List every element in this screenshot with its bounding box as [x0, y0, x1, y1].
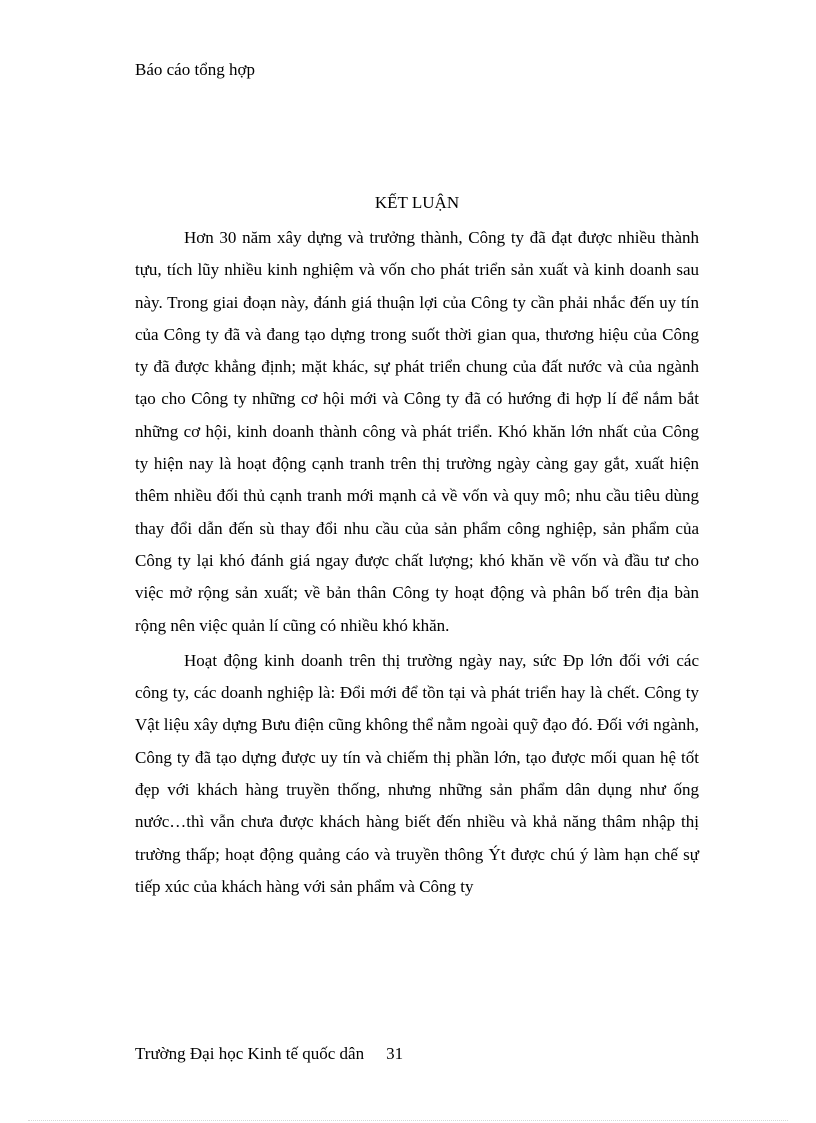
page-number: 31	[386, 1044, 404, 1063]
section-title: KẾT LUẬN	[374, 193, 460, 212]
page-bottom-divider	[28, 1120, 788, 1121]
page-header: Báo cáo tổng hợp	[135, 60, 255, 79]
paragraph: Hoạt động kinh doanh trên thị trường ngày nay, sức Đp lớn đối với các công ty, các doanh nghiệp là: Đổi mới để tồn tại và phát triển hay là chết. Công ty Vật liệu xây dựng Bưu điện cũng không thể nằm ngoài quỹ đạo đó. Đối với ngành, Công ty đã tạo dựng được uy tín và chiếm thị phần lớn, tạo được mối quan hệ tốt đẹp với khách hàng truyền thống, nhưng những sản phẩm dân dụng như ống nước…thì vẫn chưa được khách hàng biết đến nhiều và khả năng thâm nhập thị trường thấp; hoạt động quảng cáo và truyền thông Ýt được chú ý làm hạn chế sự tiếp xúc của khách hàng với sản phẩm và Công ty	[135, 650, 699, 896]
footer-school-name: Trường Đại học Kinh tế quốc dân	[135, 1044, 365, 1063]
body-text	[135, 222, 699, 903]
paragraph: Hơn 30 năm xây dựng và trưởng thành, Công ty đã đạt được nhiều thành tựu, tích lũy nhiều kinh nghiệm và vốn cho phát triển sản xuất và kinh doanh sau này. Trong giai đoạn này, đánh giá thuận lợi của Công ty cần phải nhắc đến uy tín của Công ty đã và đang tạo dựng trong suốt thời gian qua, thương hiệu của Công ty đã được khẳng định; mặt khác, sự phát triển chung của đất nước và của ngành tạo cho Công ty những cơ hội mới và Công ty đã có hướng đi hợp lí để nắm bắt những cơ hội, kinh doanh thành công và phát triển. Khó khăn lớn nhất của Công ty hiện nay là hoạt động cạnh tranh trên thị trường ngày càng gay gắt, xuất hiện thêm nhiều đối thủ cạnh tranh mới mạnh cả về vốn và quy mô; nhu cầu tiêu dùng thay đổi dẫn đến sù thay đổi nhu cầu của sản phẩm công nghiệp, sản phẩm của Công ty lại khó đánh giá ngay được chất lượng; khó khăn về vốn và đầu tư cho việc mở rộng sản xuất; về bản thân Công ty hoạt động và phân bố trên địa bàn rộng nên việc quản lí cũng có nhiều khó khăn.	[135, 228, 699, 635]
page-footer	[135, 1042, 403, 1066]
